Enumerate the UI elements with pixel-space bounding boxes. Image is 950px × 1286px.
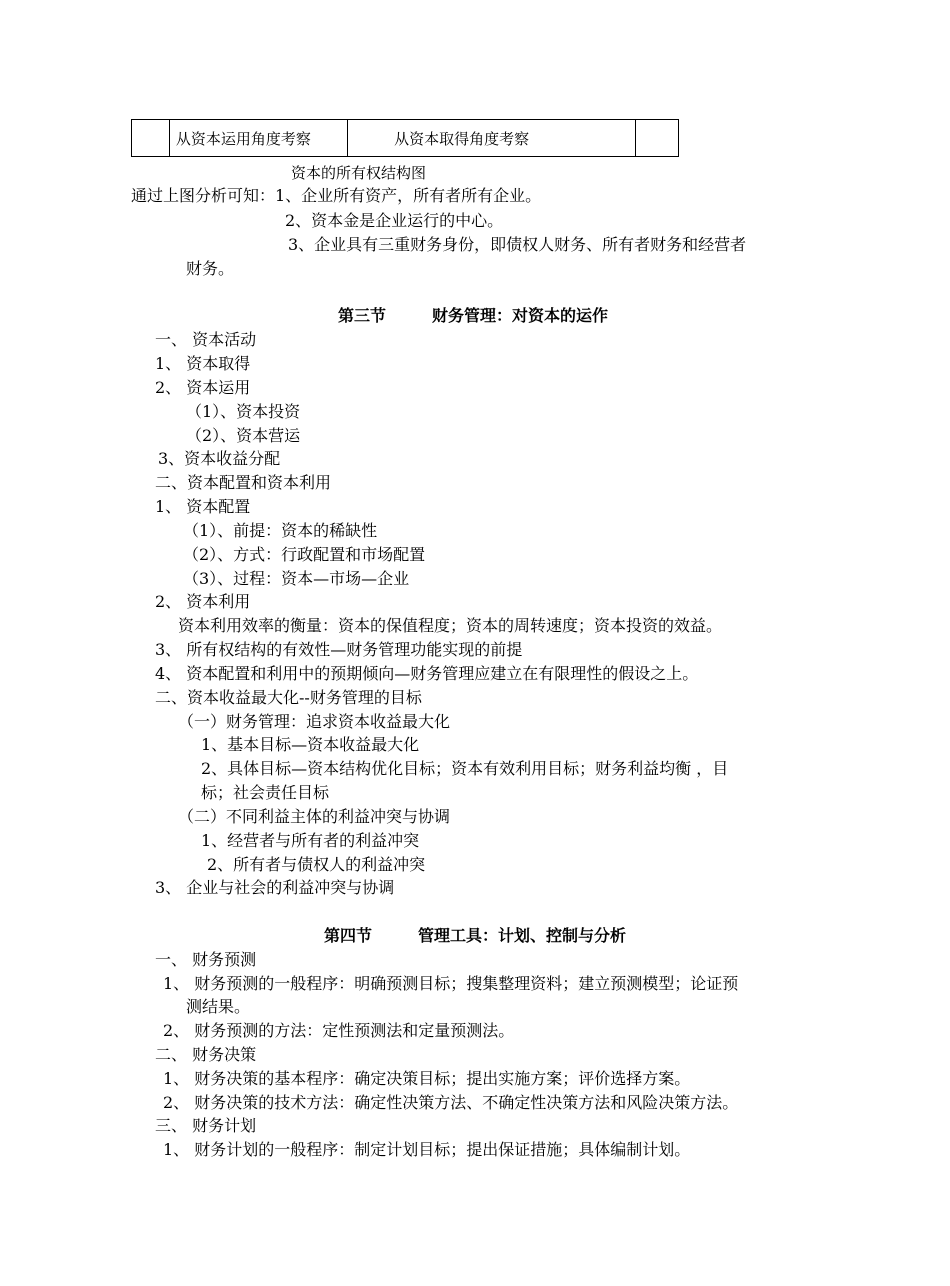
section-4-line: 2、 财务决策的技术方法：确定性决策方法、不确定性决策方法和风险决策方法。 (163, 1093, 739, 1112)
section-3-heading (338, 306, 608, 326)
section-3-line: 1、 资本取得 (155, 354, 251, 373)
section-3-line: 3、 企业与社会的利益冲突与协调 (155, 878, 395, 897)
analysis-line-4: 财务。 (186, 259, 235, 278)
section-3-line: 二、资本配置和资本利用 (155, 473, 332, 492)
section-3-line: 1、经营者与所有者的利益冲突 (201, 831, 420, 850)
section-3-line: 2、具体目标—资本结构优化目标；资本有效利用目标；财务利益均衡 ，目 (201, 759, 729, 778)
section-3-line: （一）财务管理：追求资本收益最大化 (178, 712, 451, 731)
section-3-line: （二）不同利益主体的利益冲突与协调 (178, 807, 451, 826)
section-3-line: 一、 资本活动 (155, 330, 257, 349)
section-3-line: （1）、前提：资本的稀缺性 (183, 521, 378, 540)
section-3-line: 2、所有者与债权人的利益冲突 (207, 855, 426, 874)
section-3-line: 2、 资本运用 (155, 378, 251, 397)
section-3-line: 1、基本目标—资本收益最大化 (201, 735, 420, 754)
analysis-line-3: 3、企业具有三重财务身份，即债权人财务、所有者财务和经营者 (288, 235, 747, 254)
section-3-number: 第三节 (338, 306, 387, 325)
figure-caption: 资本的所有权结构图 (291, 164, 427, 182)
section-4-line: 1、 财务决策的基本程序：确定决策目标；提出实施方案；评价选择方案。 (163, 1069, 691, 1088)
section-3-line: 二、资本收益最大化--财务管理的目标 (155, 688, 422, 707)
analysis-line-2: 2、资本金是企业运行的中心。 (285, 211, 504, 230)
section-4-line: 1、 财务预测的一般程序：明确预测目标；搜集整理资料；建立预测模型；论证预 (163, 974, 739, 993)
table-cell-capital-source: 从资本取得角度考察 (348, 120, 636, 156)
section-3-line: 2、 资本利用 (155, 592, 251, 611)
section-3-line: 1、 资本配置 (155, 497, 251, 516)
section-3-line: 3、资本收益分配 (158, 449, 281, 468)
analysis-line-1: 通过上图分析可知：1、企业所有资产，所有者所有企业。 (131, 186, 542, 205)
section-4-line: 2、 财务预测的方法：定性预测法和定量预测法。 (163, 1021, 515, 1040)
section-4-title: 管理工具：计划、控制与分析 (418, 926, 627, 945)
table-cell-empty-left (132, 120, 170, 156)
section-3-line: （2）、资本营运 (186, 426, 301, 445)
section-3-line: 3、 所有权结构的有效性—财务管理功能实现的前提 (155, 640, 523, 659)
section-3-line: （3）、过程：资本—市场—企业 (183, 569, 410, 588)
section-4-line: 1、 财务计划的一般程序：制定计划目标；提出保证措施；具体编制计划。 (163, 1140, 691, 1159)
section-3-line: 4、 资本配置和利用中的预期倾向—财务管理应建立在有限理性的假设之上。 (155, 664, 699, 683)
table-cell-empty-right (636, 120, 678, 156)
section-4-heading (324, 926, 626, 946)
section-3-line: （2）、方式：行政配置和市场配置 (183, 545, 426, 564)
section-3-line: （1）、资本投资 (186, 402, 301, 421)
section-4-line: 测结果。 (186, 997, 251, 1016)
table-cell-capital-use: 从资本运用角度考察 (170, 120, 348, 156)
section-4-number: 第四节 (324, 926, 373, 945)
capital-structure-table (131, 119, 679, 157)
section-4-line: 一、 财务预测 (155, 950, 257, 969)
section-3-title: 财务管理：对资本的运作 (432, 306, 609, 325)
section-4-line: 二、 财务决策 (155, 1045, 257, 1064)
section-3-line: 标；社会责任目标 (201, 783, 330, 802)
section-4-line: 三、 财务计划 (155, 1116, 257, 1135)
section-3-line: 资本利用效率的衡量：资本的保值程度；资本的周转速度；资本投资的效益。 (178, 616, 723, 635)
